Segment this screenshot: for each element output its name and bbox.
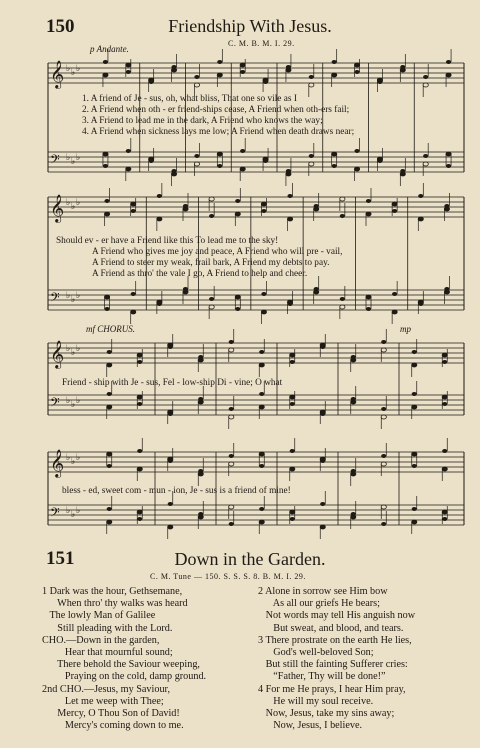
note-head: [400, 172, 405, 176]
flat-icon: ♭: [76, 197, 81, 207]
note-head: [366, 199, 371, 203]
note-head: [171, 172, 176, 176]
note-head: [131, 292, 136, 296]
note-head: [198, 515, 203, 519]
note-head: [412, 363, 417, 367]
note-head: [412, 405, 417, 409]
note-head: [354, 63, 359, 67]
note-head: [290, 395, 295, 399]
lyric-line: 4. A Friend when sickness lays me low; A Friend when death draws near;: [82, 127, 355, 137]
note-head: [217, 164, 222, 168]
note-head: [418, 194, 423, 198]
flat-icon: ♭: [66, 152, 71, 162]
note-head: [240, 167, 245, 171]
note-head: [381, 522, 386, 526]
chorus-lyric-line: Friend - ship with Je - sus, Fel - low-ship Di - vine; O what: [62, 378, 283, 388]
note-head: [309, 83, 314, 87]
note-head: [314, 290, 319, 294]
note-head: [412, 452, 417, 456]
note-head: [107, 350, 112, 354]
note-head: [157, 194, 162, 198]
note-head: [107, 464, 112, 468]
note-head: [261, 209, 266, 213]
note-head: [259, 520, 264, 524]
note-head: [259, 507, 264, 511]
note-head: [412, 520, 417, 524]
note-head: [446, 73, 451, 77]
note-head: [442, 395, 447, 399]
note-head: [287, 194, 292, 198]
note-head: [229, 348, 234, 352]
lyric-line: A Friend as thro' the vale I go, A Friend to help and cheer.: [92, 269, 308, 279]
note-head: [137, 449, 142, 453]
note-head: [217, 73, 222, 77]
treble-clef-icon: 𝄞: [50, 60, 65, 88]
note-head: [392, 202, 397, 206]
bass-clef-icon: 𝄢: [50, 152, 60, 170]
note-head: [286, 172, 291, 176]
note-head: [194, 154, 199, 158]
flat-icon: ♭: [66, 452, 71, 462]
note-head: [261, 310, 266, 314]
note-head: [366, 212, 371, 216]
flat-icon: ♭: [66, 395, 71, 405]
note-head: [418, 217, 423, 221]
note-head: [263, 157, 268, 161]
flat-icon: ♭: [71, 156, 76, 166]
note-head: [107, 520, 112, 524]
flat-icon: ♭: [66, 290, 71, 300]
note-head: [290, 517, 295, 521]
note-head: [381, 415, 386, 419]
note-head: [351, 400, 356, 404]
note-head: [209, 197, 214, 201]
note-head: [381, 505, 386, 509]
note-head: [381, 454, 386, 458]
note-head: [168, 410, 173, 414]
note-head: [400, 68, 405, 72]
note-head: [442, 353, 447, 357]
note-head: [392, 209, 397, 213]
note-head: [229, 454, 234, 458]
note-head: [412, 464, 417, 468]
note-head: [320, 343, 325, 347]
note-head: [235, 212, 240, 216]
note-head: [103, 73, 108, 77]
note-head: [351, 472, 356, 476]
note-head: [377, 78, 382, 82]
note-head: [320, 525, 325, 529]
note-head: [107, 405, 112, 409]
note-head: [290, 467, 295, 471]
note-head: [286, 68, 291, 72]
note-head: [412, 507, 417, 511]
note-head: [131, 202, 136, 206]
flat-icon: ♭: [66, 197, 71, 207]
flat-icon: ♭: [76, 152, 81, 162]
note-head: [217, 60, 222, 64]
note-head: [137, 353, 142, 357]
lyric-line: A Friend to steer my weak, frail bark, A Friend my debts to pay.: [92, 258, 330, 268]
hymn-title: Friendship With Jesus.: [168, 16, 332, 36]
note-head: [354, 70, 359, 74]
lyric-line: 3. A Friend to lead me in the dark, A Friend who knows the way;: [82, 116, 323, 126]
note-head: [354, 149, 359, 153]
note-head: [351, 515, 356, 519]
flat-icon: ♭: [66, 63, 71, 73]
note-head: [261, 292, 266, 296]
note-head: [290, 402, 295, 406]
flat-icon: ♭: [71, 347, 76, 357]
treble-clef-icon: 𝄞: [50, 194, 65, 222]
verses-right-column: 2 Alone in sorrow see Him bow As all our griefs He bears; Not words may tell His anguish now But sweat, and blood, and tears. 3 There prostrate on the earth He lies, God's well-beloved Son; But still the fainting Sufferer cries: “Father, Thy will be done!” 4 For me He prays, I hear Him pray, He will my soul receive. Now, Jesus, take my sins away; Now, Jesus, I believe.: [258, 586, 416, 732]
note-head: [104, 199, 109, 203]
tempo-marking: p Andante.: [90, 44, 129, 54]
note-head: [332, 73, 337, 77]
note-head: [168, 502, 173, 506]
note-head: [259, 350, 264, 354]
note-head: [423, 162, 428, 166]
note-head: [107, 392, 112, 396]
note-head: [131, 310, 136, 314]
note-head: [107, 363, 112, 367]
flat-icon: ♭: [71, 67, 76, 77]
note-head: [423, 83, 428, 87]
note-head: [137, 402, 142, 406]
hymn-title: Down in the Garden.: [174, 549, 326, 569]
chorus-label: mf CHORUS.: [86, 324, 135, 334]
note-head: [137, 395, 142, 399]
note-head: [104, 307, 109, 311]
note-head: [442, 402, 447, 406]
flat-icon: ♭: [76, 343, 81, 353]
flat-icon: ♭: [76, 290, 81, 300]
note-head: [446, 152, 451, 156]
note-head: [259, 405, 264, 409]
note-head: [340, 297, 345, 301]
note-head: [107, 452, 112, 456]
note-head: [194, 83, 199, 87]
note-head: [290, 360, 295, 364]
note-head: [126, 167, 131, 171]
note-head: [290, 353, 295, 357]
note-head: [168, 525, 173, 529]
note-head: [198, 358, 203, 362]
note-head: [229, 462, 234, 466]
note-head: [381, 348, 386, 352]
note-head: [332, 164, 337, 168]
note-head: [381, 340, 386, 344]
note-head: [340, 214, 345, 218]
note-head: [229, 522, 234, 526]
flat-icon: ♭: [76, 63, 81, 73]
note-head: [235, 199, 240, 203]
flat-icon: ♭: [76, 452, 81, 462]
note-head: [332, 60, 337, 64]
note-head: [366, 295, 371, 299]
note-head: [392, 310, 397, 314]
flat-icon: ♭: [71, 294, 76, 304]
note-head: [259, 363, 264, 367]
note-head: [442, 360, 447, 364]
hymn-meter: C. M. B. M. I. 29.: [228, 39, 295, 48]
note-head: [309, 162, 314, 166]
note-head: [377, 157, 382, 161]
flat-icon: ♭: [66, 343, 71, 353]
note-head: [314, 207, 319, 211]
note-head: [240, 70, 245, 74]
note-head: [332, 152, 337, 156]
note-head: [137, 360, 142, 364]
lyric-line: 2. A Friend when oth - er friend-ships cease, A Friend when oth-ers fail;: [82, 105, 350, 115]
note-head: [104, 295, 109, 299]
note-head: [217, 152, 222, 156]
note-head: [107, 507, 112, 511]
note-head: [366, 307, 371, 311]
note-head: [290, 510, 295, 514]
note-head: [320, 457, 325, 461]
note-head: [446, 164, 451, 168]
note-head: [412, 392, 417, 396]
note-head: [442, 510, 447, 514]
flat-icon: ♭: [71, 201, 76, 211]
note-head: [240, 63, 245, 67]
note-head: [229, 505, 234, 509]
note-head: [103, 60, 108, 64]
note-head: [263, 78, 268, 82]
note-head: [209, 297, 214, 301]
note-head: [354, 167, 359, 171]
note-head: [381, 462, 386, 466]
note-head: [183, 207, 188, 211]
note-head: [446, 60, 451, 64]
note-head: [259, 452, 264, 456]
note-head: [259, 464, 264, 468]
bass-clef-icon: 𝄢: [50, 290, 60, 308]
note-head: [444, 207, 449, 211]
note-head: [235, 295, 240, 299]
note-head: [235, 307, 240, 311]
note-head: [131, 209, 136, 213]
note-head: [168, 343, 173, 347]
hymn-meter: C. M. Tune — 150. S. S. S. 8. B. M. I. 29.: [150, 572, 306, 581]
note-head: [103, 152, 108, 156]
note-head: [423, 75, 428, 79]
note-head: [418, 300, 423, 304]
flat-icon: ♭: [71, 399, 76, 409]
flat-icon: ♭: [76, 505, 81, 515]
note-head: [340, 197, 345, 201]
note-head: [209, 214, 214, 218]
note-head: [442, 467, 447, 471]
note-head: [137, 517, 142, 521]
note-head: [442, 449, 447, 453]
lyric-line: Should ev - er have a Friend like this To lead me to the sky!: [56, 236, 279, 246]
note-head: [392, 292, 397, 296]
flat-icon: ♭: [71, 509, 76, 519]
note-head: [104, 212, 109, 216]
note-head: [290, 449, 295, 453]
flat-icon: ♭: [71, 456, 76, 466]
note-head: [126, 149, 131, 153]
lyric-line: 1. A friend of Je - sus, oh, what bliss, That one so vile as I: [82, 94, 297, 104]
verses-left-column: 1 Dark was the hour, Gethsemane, When thro' thy walks was heard The lowly Man of Galilee Still pleading with the Lord. CHO.—Down in the garden, Hear that mournful sound; There behold the Saviour weeping, Praying on the cold, damp ground. 2nd CHO.—Jesus, my Saviour, Let me weep with Thee; Mercy, O Thou Son of David! Mercy's coming down to me.: [42, 586, 207, 732]
note-head: [168, 457, 173, 461]
note-head: [340, 305, 345, 309]
note-head: [157, 217, 162, 221]
note-head: [103, 164, 108, 168]
note-head: [126, 63, 131, 67]
note-head: [229, 415, 234, 419]
chorus-lyric-line: bless - ed, sweet com - mun - ion, Je - sus is a friend of mine!: [62, 486, 291, 496]
note-head: [412, 350, 417, 354]
lyric-line: A Friend who gives me joy and peace, A Friend who will pre - vail,: [92, 247, 343, 257]
note-head: [309, 75, 314, 79]
note-head: [309, 154, 314, 158]
note-head: [194, 75, 199, 79]
note-head: [351, 358, 356, 362]
bass-clef-icon: 𝄢: [50, 505, 60, 523]
note-head: [209, 305, 214, 309]
note-head: [261, 202, 266, 206]
note-head: [287, 300, 292, 304]
note-head: [320, 410, 325, 414]
note-head: [442, 517, 447, 521]
hymn-number: 150: [46, 16, 75, 37]
note-head: [183, 290, 188, 294]
note-head: [381, 407, 386, 411]
hymn-number: 151: [46, 548, 75, 569]
flat-icon: ♭: [76, 395, 81, 405]
flat-icon: ♭: [66, 505, 71, 515]
note-head: [320, 502, 325, 506]
note-head: [444, 290, 449, 294]
note-head: [229, 407, 234, 411]
note-head: [157, 300, 162, 304]
note-head: [229, 340, 234, 344]
note-head: [194, 162, 199, 166]
note-head: [198, 400, 203, 404]
note-head: [126, 70, 131, 74]
note-head: [423, 154, 428, 158]
note-head: [149, 78, 154, 82]
note-head: [287, 217, 292, 221]
dynamic-marking: mp: [400, 324, 411, 334]
note-head: [149, 157, 154, 161]
treble-clef-icon: 𝄞: [50, 340, 65, 368]
note-head: [171, 68, 176, 72]
note-head: [240, 149, 245, 153]
note-head: [137, 467, 142, 471]
treble-clef-icon: 𝄞: [50, 449, 65, 477]
note-head: [137, 510, 142, 514]
note-head: [259, 392, 264, 396]
note-head: [198, 472, 203, 476]
bass-clef-icon: 𝄢: [50, 395, 60, 413]
